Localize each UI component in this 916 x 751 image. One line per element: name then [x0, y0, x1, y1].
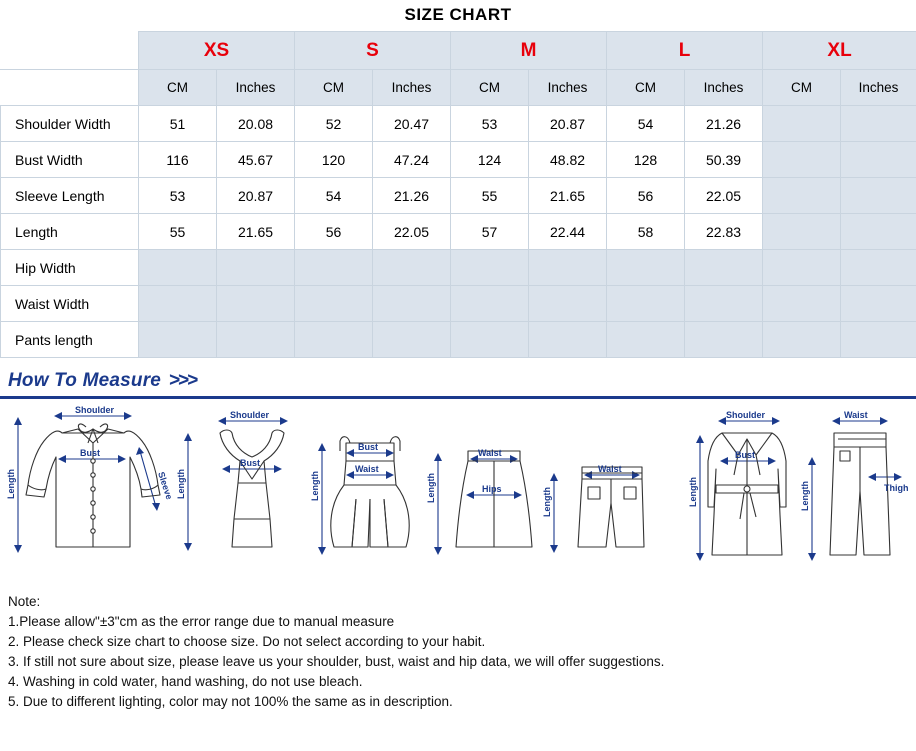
cell-shoulder-width-xl-cm — [763, 106, 841, 142]
unit-header-in-m: Inches — [529, 70, 607, 106]
cell-length-m-cm: 57 — [451, 214, 529, 250]
cell-pants-length-s-in — [373, 322, 451, 358]
svg-text:Thigh: Thigh — [884, 483, 909, 493]
cell-pants-length-xl-in — [841, 322, 916, 358]
how-to-measure-heading — [0, 370, 916, 392]
cell-bust-width-s-cm: 120 — [295, 142, 373, 178]
unit-header-cm-m: CM — [451, 70, 529, 106]
cell-waist-width-l-cm — [607, 286, 685, 322]
cell-waist-width-l-in — [685, 286, 763, 322]
cell-length-xl-cm — [763, 214, 841, 250]
svg-text:Bust: Bust — [80, 448, 100, 458]
cell-bust-width-l-cm: 128 — [607, 142, 685, 178]
svg-text:Length: Length — [310, 471, 320, 501]
cell-pants-length-xl-cm — [763, 322, 841, 358]
svg-text:Bust: Bust — [735, 450, 755, 460]
cell-hip-width-l-cm — [607, 250, 685, 286]
svg-text:Length: Length — [426, 473, 436, 503]
svg-text:Waist: Waist — [598, 464, 622, 474]
row-label-waist-width: Waist Width — [1, 286, 139, 322]
table-row — [1, 142, 916, 178]
cell-waist-width-xl-in — [841, 286, 916, 322]
table-row — [1, 286, 916, 322]
row-label-shoulder-width: Shoulder Width — [1, 106, 139, 142]
svg-text:Shoulder: Shoulder — [230, 410, 270, 420]
figure-camisole — [184, 417, 288, 551]
figure-skirt — [434, 451, 532, 555]
cell-pants-length-l-cm — [607, 322, 685, 358]
cell-waist-width-m-cm — [451, 286, 529, 322]
cell-waist-width-xl-cm — [763, 286, 841, 322]
table-row — [1, 106, 916, 142]
cell-bust-width-l-in: 50.39 — [685, 142, 763, 178]
cell-length-xs-cm: 55 — [139, 214, 217, 250]
unit-header-cm-xl: CM — [763, 70, 841, 106]
svg-text:Length: Length — [176, 469, 186, 499]
svg-text:Bust: Bust — [358, 442, 378, 452]
svg-text:Hips: Hips — [482, 484, 502, 494]
note-item-5: 5. Due to different lighting, color may not 100% the same as in description. — [8, 694, 453, 709]
size-header-m: M — [451, 32, 607, 70]
row-label-sleeve-length: Sleeve Length — [1, 178, 139, 214]
svg-text:Waist: Waist — [844, 410, 868, 420]
table-row — [1, 214, 916, 250]
arrows-icon: >>> — [169, 370, 197, 391]
cell-hip-width-xl-in — [841, 250, 916, 286]
cell-sleeve-length-xs-in: 20.87 — [217, 178, 295, 214]
cell-shoulder-width-m-in: 20.87 — [529, 106, 607, 142]
cell-hip-width-xs-in — [217, 250, 295, 286]
cell-waist-width-s-cm — [295, 286, 373, 322]
cell-sleeve-length-xs-cm: 53 — [139, 178, 217, 214]
cell-waist-width-xs-cm — [139, 286, 217, 322]
cell-bust-width-s-in: 47.24 — [373, 142, 451, 178]
row-label-length: Length — [1, 214, 139, 250]
cell-shoulder-width-m-cm: 53 — [451, 106, 529, 142]
cell-sleeve-length-m-cm: 55 — [451, 178, 529, 214]
cell-sleeve-length-xl-in — [841, 178, 916, 214]
figure-dress — [318, 437, 409, 555]
table-header-units — [1, 70, 916, 106]
note-item-3: 3. If still not sure about size, please leave us your shoulder, bust, waist and hip data, we will offer suggestions. — [8, 654, 665, 669]
cell-pants-length-xs-in — [217, 322, 295, 358]
cell-waist-width-s-in — [373, 286, 451, 322]
unit-header-in-xl: Inches — [841, 70, 916, 106]
row-label-bust-width: Bust Width — [1, 142, 139, 178]
cell-waist-width-xs-in — [217, 286, 295, 322]
figure-blouse — [14, 412, 160, 553]
cell-length-m-in: 22.44 — [529, 214, 607, 250]
cell-bust-width-m-in: 48.82 — [529, 142, 607, 178]
size-header-s: S — [295, 32, 451, 70]
cell-sleeve-length-s-cm: 54 — [295, 178, 373, 214]
svg-text:Bust: Bust — [240, 458, 260, 468]
figure-shorts — [550, 467, 644, 553]
size-header-xl: XL — [763, 32, 916, 70]
notes-section — [0, 584, 916, 712]
cell-hip-width-m-cm — [451, 250, 529, 286]
cell-pants-length-m-cm — [451, 322, 529, 358]
size-header-xs: XS — [139, 32, 295, 70]
svg-text:Shoulder: Shoulder — [75, 405, 115, 415]
cell-sleeve-length-l-cm: 56 — [607, 178, 685, 214]
row-label-pants-length: Pants length — [1, 322, 139, 358]
note-item-1: 1.Please allow"±3"cm as the error range due to manual measure — [8, 614, 395, 629]
table-header-sizes — [1, 32, 916, 70]
cell-length-l-cm: 58 — [607, 214, 685, 250]
cell-length-s-in: 22.05 — [373, 214, 451, 250]
figure-coat — [696, 417, 786, 561]
cell-waist-width-m-in — [529, 286, 607, 322]
cell-hip-width-xl-cm — [763, 250, 841, 286]
size-chart-table — [0, 31, 916, 358]
cell-hip-width-m-in — [529, 250, 607, 286]
svg-text:Length: Length — [688, 477, 698, 507]
cell-sleeve-length-m-in: 21.65 — [529, 178, 607, 214]
svg-text:Length: Length — [542, 487, 552, 517]
measure-figures — [0, 399, 916, 584]
cell-bust-width-xs-cm: 116 — [139, 142, 217, 178]
cell-length-xs-in: 21.65 — [217, 214, 295, 250]
how-to-measure-title: How To Measure — [8, 370, 162, 391]
unit-header-cm-xs: CM — [139, 70, 217, 106]
notes-heading: Note: — [8, 594, 41, 609]
cell-pants-length-m-in — [529, 322, 607, 358]
cell-pants-length-xs-cm — [139, 322, 217, 358]
svg-text:Length: Length — [6, 469, 16, 499]
cell-hip-width-s-in — [373, 250, 451, 286]
cell-shoulder-width-l-in: 21.26 — [685, 106, 763, 142]
row-label-hip-width: Hip Width — [1, 250, 139, 286]
cell-hip-width-l-in — [685, 250, 763, 286]
cell-pants-length-s-cm — [295, 322, 373, 358]
cell-shoulder-width-l-cm: 54 — [607, 106, 685, 142]
cell-sleeve-length-s-in: 21.26 — [373, 178, 451, 214]
cell-bust-width-xs-in: 45.67 — [217, 142, 295, 178]
note-item-4: 4. Washing in cold water, hand washing, do not use bleach. — [8, 674, 363, 689]
cell-shoulder-width-xl-in — [841, 106, 916, 142]
cell-bust-width-xl-cm — [763, 142, 841, 178]
cell-pants-length-l-in — [685, 322, 763, 358]
svg-text:Waist: Waist — [355, 464, 379, 474]
cell-shoulder-width-s-in: 20.47 — [373, 106, 451, 142]
cell-sleeve-length-xl-cm — [763, 178, 841, 214]
cell-sleeve-length-l-in: 22.05 — [685, 178, 763, 214]
unit-header-in-l: Inches — [685, 70, 763, 106]
note-item-2: 2. Please check size chart to choose size. Do not select according to your habit. — [8, 634, 486, 649]
unit-header-cm-l: CM — [607, 70, 685, 106]
cell-shoulder-width-xs-in: 20.08 — [217, 106, 295, 142]
cell-shoulder-width-xs-cm: 51 — [139, 106, 217, 142]
unit-header-cm-s: CM — [295, 70, 373, 106]
svg-text:Shoulder: Shoulder — [726, 410, 766, 420]
size-header-l: L — [607, 32, 763, 70]
table-corner-cell-2 — [1, 70, 139, 106]
cell-bust-width-m-cm: 124 — [451, 142, 529, 178]
table-row — [1, 322, 916, 358]
cell-length-xl-in — [841, 214, 916, 250]
page-title: SIZE CHART — [404, 5, 512, 24]
cell-length-l-in: 22.83 — [685, 214, 763, 250]
svg-text:Length: Length — [800, 481, 810, 511]
table-row — [1, 250, 916, 286]
unit-header-in-s: Inches — [373, 70, 451, 106]
cell-shoulder-width-s-cm: 52 — [295, 106, 373, 142]
cell-length-s-cm: 56 — [295, 214, 373, 250]
cell-hip-width-xs-cm — [139, 250, 217, 286]
table-row — [1, 178, 916, 214]
cell-bust-width-xl-in — [841, 142, 916, 178]
cell-hip-width-s-cm — [295, 250, 373, 286]
unit-header-in-xs: Inches — [217, 70, 295, 106]
svg-text:Waist: Waist — [478, 448, 502, 458]
table-corner-cell — [1, 32, 139, 70]
svg-text:Sleeve: Sleeve — [156, 470, 175, 501]
